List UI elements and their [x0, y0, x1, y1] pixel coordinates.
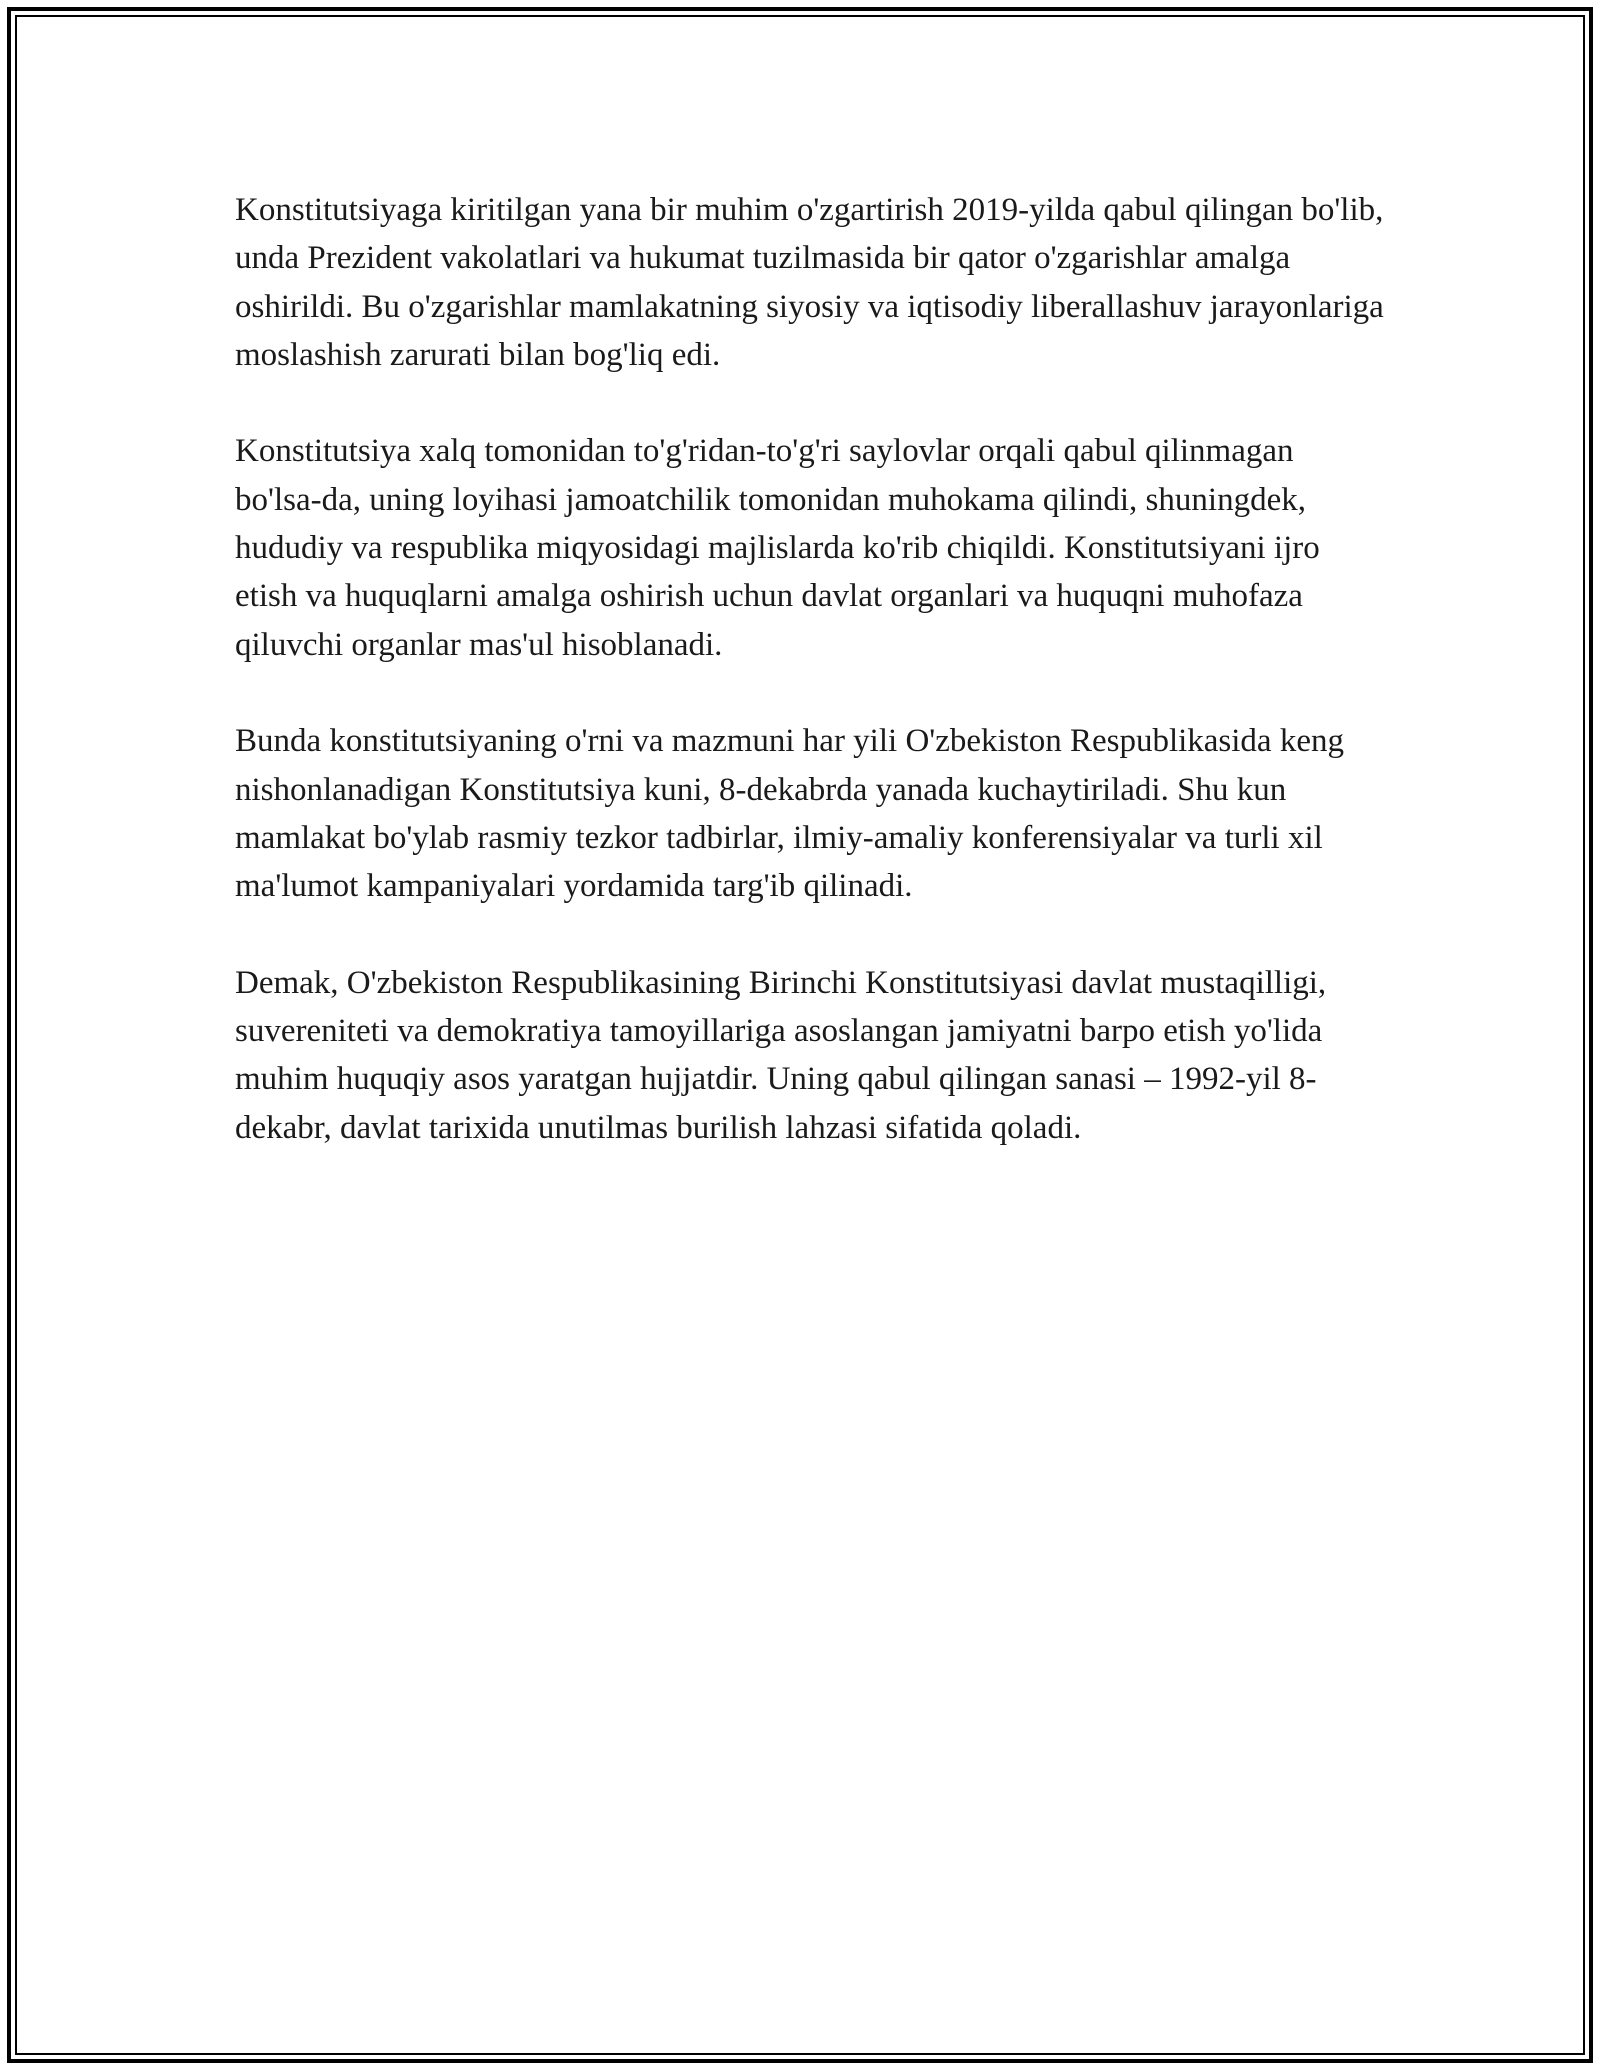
paragraph-4: Demak, O'zbekiston Respublikasining Birinchi Konstitutsiyasi davlat mustaqilligi, suvereniteti va demokratiya tamoyillariga asoslangan jamiyatni barpo etish yo'lida muhim huquqiy asos yaratgan hujjatdir. Uning qabul qilingan sanasi – 1992-yil 8-dekabr, davlat tarixida unutilmas burilish lahzasi sifatida qoladi. — [235, 964, 1327, 1146]
paragraph-3: Bunda konstitutsiyaning o'rni va mazmuni har yili O'zbekiston Respublikasida keng nishonlanadigan Konstitutsiya kuni, 8-dekabrda yanada kuchaytiriladi. Shu kun mamlakat bo'ylab rasmiy tezkor tadbirlar, ilmiy-amaliy konferensiyalar va turli xil ma'lumot kampaniyalari yordamida targ'ib qilinadi. — [235, 723, 1344, 905]
paragraph-1: Konstitutsiyaga kiritilgan yana bir muhim o'zgartirish 2019-yilda qabul qilingan bo'lib, unda Prezident vakolatlari va hukumat tuzilmasida bir qator o'zgarishlar amalga oshirildi. Bu o'zgarishlar mamlakatning siyosiy va iqtisodiy liberallashuv jarayonlariga moslashish zarurati bilan bog'liq edi. — [235, 192, 1384, 373]
document-body — [235, 186, 1385, 1200]
paragraph-2: Konstitutsiya xalq tomonidan to'g'ridan-to'g'ri saylovlar orqali qabul qilinmagan bo'lsa-da, uning loyihasi jamoatchilik tomonidan muhokama qilindi, shuningdek, hududiy va respublika miqyosidagi majlislarda ko'rib chiqildi. Konstitutsiyani ijro etish va huquqlarni amalga oshirish uchun davlat organlari va huquqni muhofaza qiluvchi organlar mas'ul hisoblanadi. — [235, 433, 1320, 663]
